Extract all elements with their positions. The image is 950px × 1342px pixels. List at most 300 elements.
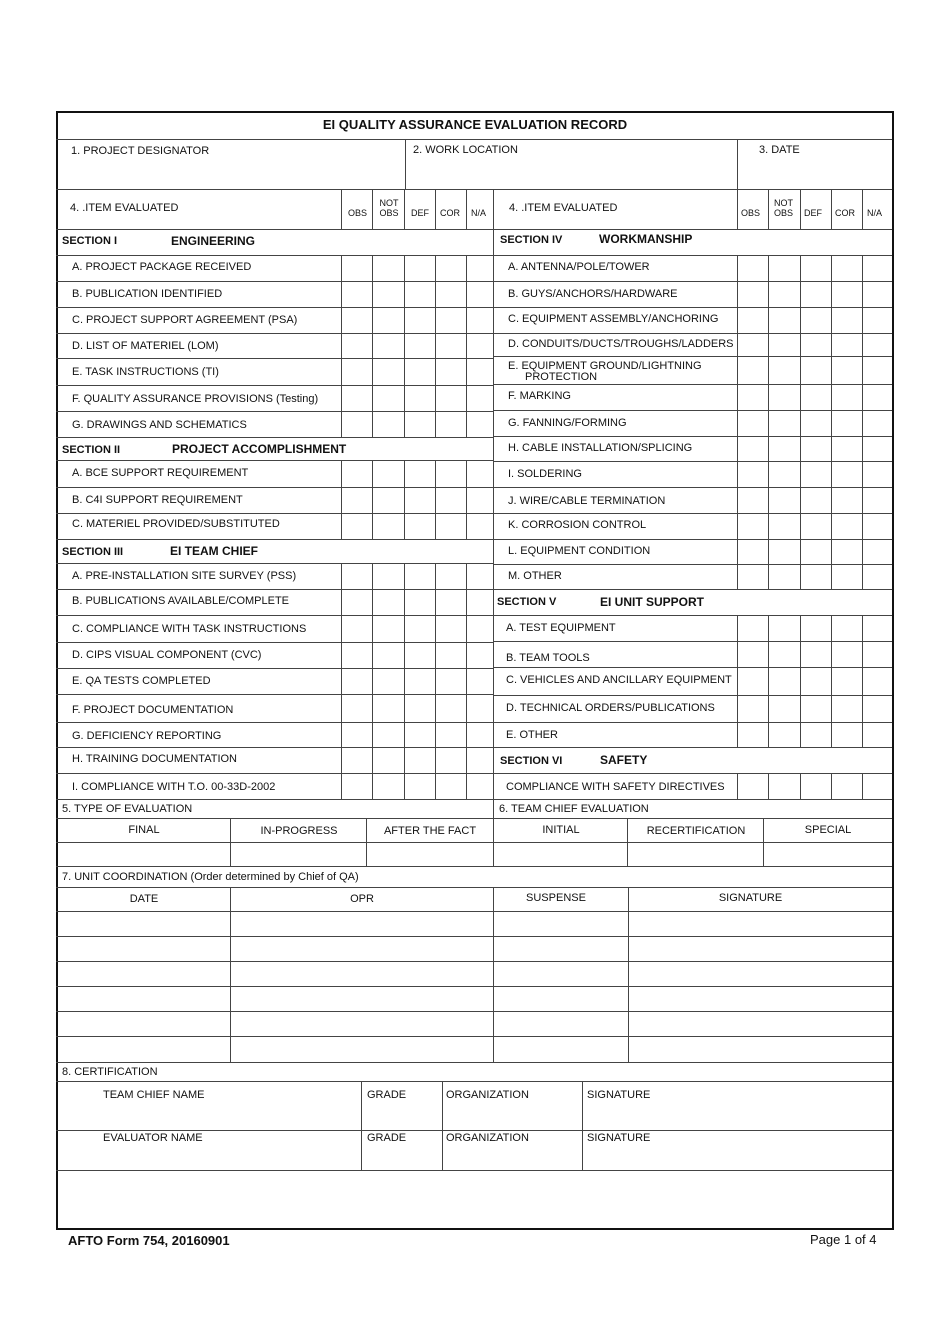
- left-na-checkbox[interactable]: [468, 360, 492, 384]
- divider: [404, 563, 405, 589]
- coord-signature-field[interactable]: [630, 1037, 890, 1061]
- left-cor-checkbox[interactable]: [437, 489, 465, 512]
- left-na-checkbox[interactable]: [468, 775, 492, 798]
- coord-signature-field[interactable]: [630, 1012, 890, 1035]
- right-def-checkbox[interactable]: [802, 335, 830, 355]
- left-obs-checkbox[interactable]: [343, 617, 371, 641]
- left-obs-checkbox[interactable]: [343, 515, 371, 538]
- right-cor-checkbox[interactable]: [833, 283, 861, 306]
- item-4i: I. SOLDERING: [508, 468, 582, 480]
- right-na-checkbox[interactable]: [864, 541, 891, 563]
- right-cor-checkbox[interactable]: [833, 335, 861, 355]
- special-field[interactable]: [764, 843, 890, 865]
- left-not-obs-checkbox[interactable]: [374, 749, 403, 772]
- right-na-checkbox[interactable]: [864, 489, 891, 512]
- divider: [466, 513, 467, 539]
- right-obs-checkbox[interactable]: [739, 283, 767, 306]
- right-not-obs-checkbox[interactable]: [770, 643, 799, 666]
- right-def-checkbox[interactable]: [802, 617, 830, 640]
- divider: [404, 694, 405, 722]
- divider: [862, 461, 863, 487]
- right-def-checkbox[interactable]: [802, 643, 830, 666]
- right-not-obs-checkbox[interactable]: [770, 358, 799, 383]
- coord-suspense-field[interactable]: [495, 912, 626, 935]
- coord-suspense-field[interactable]: [495, 987, 626, 1010]
- coord-signature-field[interactable]: [630, 912, 890, 935]
- divider: [56, 189, 892, 190]
- recertification-field[interactable]: [629, 843, 763, 865]
- right-obs-checkbox[interactable]: [739, 438, 767, 460]
- left-obs-checkbox[interactable]: [343, 565, 371, 588]
- left-obs-checkbox[interactable]: [343, 335, 371, 357]
- coord-date-field[interactable]: [58, 962, 228, 985]
- right-na-checkbox[interactable]: [864, 724, 891, 746]
- divider: [372, 773, 373, 799]
- left-cor-checkbox[interactable]: [437, 515, 465, 538]
- left-def-checkbox[interactable]: [406, 360, 434, 384]
- left-not-obs-checkbox[interactable]: [374, 775, 403, 798]
- right-def-checkbox[interactable]: [802, 412, 830, 435]
- right-not-obs-checkbox[interactable]: [770, 335, 799, 355]
- right-cor-checkbox[interactable]: [833, 515, 861, 538]
- right-cor-checkbox[interactable]: [833, 438, 861, 460]
- right-obs-checkbox[interactable]: [739, 724, 767, 746]
- coord-opr-field[interactable]: [232, 1012, 491, 1035]
- right-obs-checkbox[interactable]: [739, 669, 767, 694]
- right-def-checkbox[interactable]: [802, 358, 830, 383]
- left-na-checkbox[interactable]: [468, 489, 492, 512]
- right-obs-checkbox[interactable]: [739, 489, 767, 512]
- left-cor-checkbox[interactable]: [437, 283, 465, 306]
- coord-opr-field[interactable]: [232, 912, 491, 935]
- right-cor-checkbox[interactable]: [833, 643, 861, 666]
- divider: [372, 255, 373, 281]
- divider: [56, 411, 493, 412]
- divider: [800, 487, 801, 513]
- coord-signature-field[interactable]: [630, 937, 890, 960]
- divider: [372, 487, 373, 513]
- right-na-checkbox[interactable]: [864, 617, 891, 640]
- left-cor-checkbox[interactable]: [437, 360, 465, 384]
- right-obs-checkbox[interactable]: [739, 643, 767, 666]
- left-cor-checkbox[interactable]: [437, 462, 465, 486]
- coord-opr-field[interactable]: [232, 1037, 491, 1061]
- evaluator-signature-field[interactable]: [585, 1147, 888, 1169]
- left-cor-checkbox[interactable]: [437, 309, 465, 332]
- left-not-obs-checkbox[interactable]: [374, 462, 403, 486]
- left-def-checkbox[interactable]: [406, 413, 434, 436]
- divider: [831, 722, 832, 747]
- left-na-checkbox[interactable]: [468, 335, 492, 357]
- coord-date-field[interactable]: [58, 937, 228, 960]
- divider: [831, 384, 832, 410]
- left-obs-checkbox[interactable]: [343, 413, 371, 436]
- right-na-checkbox[interactable]: [864, 438, 891, 460]
- left-def-checkbox[interactable]: [406, 515, 434, 538]
- divider: [435, 642, 436, 668]
- right-obs-checkbox[interactable]: [739, 257, 767, 280]
- right-obs-checkbox[interactable]: [739, 335, 767, 355]
- right-cor-checkbox[interactable]: [833, 412, 861, 435]
- left-not-obs-checkbox[interactable]: [374, 283, 403, 306]
- divider: [435, 189, 436, 229]
- divider: [800, 281, 801, 307]
- right-obs-checkbox[interactable]: [739, 463, 767, 486]
- coord-opr-field[interactable]: [232, 937, 491, 960]
- divider: [800, 513, 801, 539]
- right-cor-checkbox[interactable]: [833, 617, 861, 640]
- divider: [56, 255, 493, 256]
- right-na-checkbox[interactable]: [864, 643, 891, 666]
- right-def-checkbox[interactable]: [802, 669, 830, 694]
- right-not-obs-checkbox[interactable]: [770, 257, 799, 280]
- right-cor-checkbox[interactable]: [833, 566, 861, 588]
- coord-suspense-field[interactable]: [495, 937, 626, 960]
- right-na-checkbox[interactable]: [864, 358, 891, 383]
- coord-date-field[interactable]: [58, 1012, 228, 1035]
- right-cor-checkbox[interactable]: [833, 309, 861, 332]
- left-obs-checkbox[interactable]: [343, 591, 371, 614]
- divider: [404, 747, 405, 773]
- divider: [800, 773, 801, 799]
- divider: [56, 333, 493, 334]
- not-header: NOT: [379, 198, 399, 208]
- right-not-obs-checkbox[interactable]: [770, 489, 799, 512]
- evaluator-organization-field[interactable]: [445, 1147, 579, 1169]
- divider: [404, 411, 405, 437]
- left-not-obs-checkbox[interactable]: [374, 335, 403, 357]
- left-not-obs-checkbox[interactable]: [374, 565, 403, 588]
- after-the-fact-field[interactable]: [367, 843, 493, 865]
- right-not-obs-checkbox[interactable]: [770, 463, 799, 486]
- coord-signature-field[interactable]: [630, 962, 890, 985]
- right-def-checkbox[interactable]: [802, 257, 830, 280]
- divider: [466, 642, 467, 668]
- coord-date-field[interactable]: [58, 987, 228, 1010]
- left-cor-checkbox[interactable]: [437, 670, 465, 693]
- divider: [56, 563, 493, 564]
- left-def-checkbox[interactable]: [406, 591, 434, 614]
- divider: [361, 1081, 362, 1170]
- right-cor-checkbox[interactable]: [833, 257, 861, 280]
- coord-date-field[interactable]: [58, 912, 228, 935]
- right-obs-checkbox[interactable]: [739, 412, 767, 435]
- right-not-obs-checkbox[interactable]: [770, 386, 799, 409]
- left-na-checkbox[interactable]: [468, 515, 492, 538]
- right-not-obs-checkbox[interactable]: [770, 617, 799, 640]
- divider: [862, 281, 863, 307]
- team-chief-organization-field[interactable]: [445, 1104, 579, 1128]
- in-progress-field[interactable]: [232, 843, 366, 865]
- left-na-checkbox[interactable]: [468, 462, 492, 486]
- project-designator-field[interactable]: [60, 160, 402, 186]
- initial-field[interactable]: [495, 843, 627, 865]
- final-field[interactable]: [58, 843, 230, 865]
- left-obs-checkbox[interactable]: [343, 489, 371, 512]
- right-def-checkbox[interactable]: [802, 463, 830, 486]
- left-na-checkbox[interactable]: [468, 749, 492, 772]
- item-2b: B. C4I SUPPORT REQUIREMENT: [72, 494, 243, 506]
- left-not-obs-checkbox[interactable]: [374, 617, 403, 641]
- coord-suspense-field[interactable]: [495, 1012, 626, 1035]
- divider: [404, 333, 405, 358]
- right-na-checkbox[interactable]: [864, 463, 891, 486]
- divider: [435, 411, 436, 437]
- right-cor-checkbox[interactable]: [833, 386, 861, 409]
- divider: [404, 189, 405, 229]
- right-obs-checkbox[interactable]: [739, 358, 767, 383]
- evaluator-grade-field[interactable]: [364, 1147, 440, 1169]
- right-obs-checkbox[interactable]: [739, 309, 767, 332]
- right-obs-checkbox[interactable]: [739, 386, 767, 409]
- remarks-area[interactable]: [60, 1173, 888, 1223]
- right-obs-checkbox[interactable]: [739, 775, 767, 798]
- right-def-checkbox[interactable]: [802, 697, 830, 721]
- right-def-checkbox[interactable]: [802, 489, 830, 512]
- divider: [493, 461, 892, 462]
- item-1g: G. DRAWINGS AND SCHEMATICS: [72, 419, 247, 431]
- divider: [230, 818, 231, 866]
- right-def-checkbox[interactable]: [802, 541, 830, 563]
- left-def-checkbox[interactable]: [406, 565, 434, 588]
- right-def-checkbox[interactable]: [802, 566, 830, 588]
- left-def-checkbox[interactable]: [406, 489, 434, 512]
- divider: [466, 694, 467, 722]
- item-4h: H. CABLE INSTALLATION/SPLICING: [508, 442, 693, 454]
- left-not-obs-checkbox[interactable]: [374, 387, 403, 410]
- left-def-checkbox[interactable]: [406, 670, 434, 693]
- left-cor-checkbox[interactable]: [437, 775, 465, 798]
- divider: [56, 1170, 892, 1171]
- right-cor-checkbox[interactable]: [833, 463, 861, 486]
- left-na-checkbox[interactable]: [468, 644, 492, 667]
- divider: [435, 281, 436, 307]
- left-obs-checkbox[interactable]: [343, 670, 371, 693]
- divider: [56, 589, 493, 590]
- left-na-checkbox[interactable]: [468, 309, 492, 332]
- divider: [404, 668, 405, 694]
- team-chief-signature-label: SIGNATURE: [587, 1089, 651, 1101]
- left-not-obs-checkbox[interactable]: [374, 360, 403, 384]
- right-not-obs-checkbox[interactable]: [770, 566, 799, 588]
- right-cor-checkbox[interactable]: [833, 697, 861, 721]
- left-na-checkbox[interactable]: [468, 565, 492, 588]
- divider: [862, 695, 863, 722]
- left-not-obs-checkbox[interactable]: [374, 591, 403, 614]
- left-cor-checkbox[interactable]: [437, 749, 465, 772]
- left-def-checkbox[interactable]: [406, 335, 434, 357]
- right-obs-checkbox[interactable]: [739, 541, 767, 563]
- left-cor-checkbox[interactable]: [437, 644, 465, 667]
- left-not-obs-checkbox[interactable]: [374, 670, 403, 693]
- left-obs-checkbox[interactable]: [343, 387, 371, 410]
- evaluator-name-field[interactable]: [60, 1147, 358, 1169]
- divider: [862, 307, 863, 333]
- left-obs-checkbox[interactable]: [343, 283, 371, 306]
- right-not-obs-checkbox[interactable]: [770, 283, 799, 306]
- left-def-checkbox[interactable]: [406, 309, 434, 332]
- divider: [737, 356, 738, 384]
- right-obs-checkbox[interactable]: [739, 566, 767, 588]
- coord-opr-field[interactable]: [232, 962, 491, 985]
- right-cor-checkbox[interactable]: [833, 358, 861, 383]
- left-def-checkbox[interactable]: [406, 724, 434, 746]
- left-not-obs-checkbox[interactable]: [374, 309, 403, 332]
- right-not-obs-checkbox[interactable]: [770, 775, 799, 798]
- right-cor-checkbox[interactable]: [833, 724, 861, 746]
- item-4e-line2: PROTECTION: [525, 371, 598, 383]
- team-chief-grade-field[interactable]: [364, 1104, 440, 1128]
- left-obs-checkbox[interactable]: [343, 696, 371, 721]
- right-na-checkbox[interactable]: [864, 386, 891, 409]
- left-obs-checkbox[interactable]: [343, 360, 371, 384]
- left-cor-checkbox[interactable]: [437, 591, 465, 614]
- left-not-obs-checkbox[interactable]: [374, 413, 403, 436]
- right-na-checkbox[interactable]: [864, 257, 891, 280]
- left-def-checkbox[interactable]: [406, 257, 434, 280]
- left-obs-checkbox[interactable]: [343, 257, 371, 280]
- left-cor-checkbox[interactable]: [437, 335, 465, 357]
- left-na-checkbox[interactable]: [468, 413, 492, 436]
- form-title: EI QUALITY ASSURANCE EVALUATION RECORD: [322, 117, 628, 132]
- left-def-checkbox[interactable]: [406, 775, 434, 798]
- date-field[interactable]: [740, 160, 888, 186]
- left-def-checkbox[interactable]: [406, 644, 434, 667]
- left-not-obs-checkbox[interactable]: [374, 696, 403, 721]
- divider: [862, 564, 863, 589]
- right-def-checkbox[interactable]: [802, 386, 830, 409]
- divider: [737, 773, 738, 799]
- left-not-obs-checkbox[interactable]: [374, 515, 403, 538]
- right-na-checkbox[interactable]: [864, 697, 891, 721]
- right-not-obs-checkbox[interactable]: [770, 515, 799, 538]
- right-obs-checkbox[interactable]: [739, 697, 767, 721]
- left-cor-checkbox[interactable]: [437, 565, 465, 588]
- right-cor-checkbox[interactable]: [833, 489, 861, 512]
- divider: [737, 436, 738, 461]
- right-na-checkbox[interactable]: [864, 283, 891, 306]
- right-not-obs-checkbox[interactable]: [770, 438, 799, 460]
- right-na-checkbox[interactable]: [864, 775, 891, 798]
- right-na-checkbox[interactable]: [864, 515, 891, 538]
- right-cor-checkbox[interactable]: [833, 669, 861, 694]
- right-obs-checkbox[interactable]: [739, 617, 767, 640]
- right-na-checkbox[interactable]: [864, 566, 891, 588]
- coord-signature-field[interactable]: [630, 987, 890, 1010]
- right-na-checkbox[interactable]: [864, 412, 891, 435]
- left-def-checkbox[interactable]: [406, 387, 434, 410]
- divider: [831, 641, 832, 667]
- left-obs-checkbox[interactable]: [343, 775, 371, 798]
- right-not-obs-checkbox[interactable]: [770, 669, 799, 694]
- divider: [737, 333, 738, 356]
- left-not-obs-checkbox[interactable]: [374, 724, 403, 746]
- right-not-obs-checkbox[interactable]: [770, 697, 799, 721]
- left-cor-checkbox[interactable]: [437, 696, 465, 721]
- left-obs-checkbox[interactable]: [343, 724, 371, 746]
- divider: [737, 139, 738, 189]
- divider: [493, 356, 892, 357]
- left-cor-checkbox[interactable]: [437, 387, 465, 410]
- chief-type-recertification: RECERTIFICATION: [646, 825, 746, 837]
- coord-suspense-field[interactable]: [495, 1037, 626, 1061]
- divider: [466, 722, 467, 747]
- divider: [831, 436, 832, 461]
- right-not-obs-checkbox[interactable]: [770, 541, 799, 563]
- right-na-checkbox[interactable]: [864, 335, 891, 355]
- left-cor-checkbox[interactable]: [437, 413, 465, 436]
- team-chief-name-field[interactable]: [60, 1104, 358, 1128]
- divider: [404, 513, 405, 539]
- divider: [800, 410, 801, 436]
- right-na-checkbox[interactable]: [864, 669, 891, 694]
- right-na-checkbox[interactable]: [864, 309, 891, 332]
- left-na-checkbox[interactable]: [468, 257, 492, 280]
- left-obs-checkbox[interactable]: [343, 462, 371, 486]
- right-def-checkbox[interactable]: [802, 515, 830, 538]
- right-def-checkbox[interactable]: [802, 283, 830, 306]
- left-na-checkbox[interactable]: [468, 387, 492, 410]
- left-def-checkbox[interactable]: [406, 462, 434, 486]
- left-obs-checkbox[interactable]: [343, 644, 371, 667]
- item-5a: A. TEST EQUIPMENT: [506, 622, 616, 634]
- right-cor-checkbox[interactable]: [833, 541, 861, 563]
- right-cor-checkbox[interactable]: [833, 775, 861, 798]
- left-obs-checkbox[interactable]: [343, 309, 371, 332]
- left-def-checkbox[interactable]: [406, 696, 434, 721]
- divider: [341, 385, 342, 411]
- team-chief-signature-field[interactable]: [585, 1104, 888, 1128]
- left-cor-checkbox[interactable]: [437, 617, 465, 641]
- left-na-checkbox[interactable]: [468, 283, 492, 306]
- left-def-checkbox[interactable]: [406, 749, 434, 772]
- coord-date-field[interactable]: [58, 1037, 228, 1061]
- right-def-checkbox[interactable]: [802, 775, 830, 798]
- left-not-obs-checkbox[interactable]: [374, 489, 403, 512]
- divider: [56, 668, 493, 669]
- divider: [56, 358, 493, 359]
- item-1f: F. QUALITY ASSURANCE PROVISIONS (Testing): [72, 393, 319, 405]
- left-obs-checkbox[interactable]: [343, 749, 371, 772]
- left-def-checkbox[interactable]: [406, 283, 434, 306]
- cor-header: COR: [440, 208, 460, 218]
- left-not-obs-checkbox[interactable]: [374, 644, 403, 667]
- left-cor-checkbox[interactable]: [437, 724, 465, 746]
- left-na-checkbox[interactable]: [468, 696, 492, 721]
- left-na-checkbox[interactable]: [468, 617, 492, 641]
- right-obs-checkbox[interactable]: [739, 515, 767, 538]
- left-na-checkbox[interactable]: [468, 670, 492, 693]
- left-na-checkbox[interactable]: [468, 724, 492, 746]
- right-not-obs-checkbox[interactable]: [770, 309, 799, 332]
- left-na-checkbox[interactable]: [468, 591, 492, 614]
- left-cor-checkbox[interactable]: [437, 257, 465, 280]
- right-def-checkbox[interactable]: [802, 309, 830, 332]
- left-not-obs-checkbox[interactable]: [374, 257, 403, 280]
- left-def-checkbox[interactable]: [406, 617, 434, 641]
- right-def-checkbox[interactable]: [802, 724, 830, 746]
- right-def-checkbox[interactable]: [802, 438, 830, 460]
- chief-type-initial: INITIAL: [542, 824, 580, 836]
- coord-suspense-field[interactable]: [495, 962, 626, 985]
- eval-type-in-progress: IN-PROGRESS: [260, 825, 338, 837]
- divider: [862, 722, 863, 747]
- right-not-obs-checkbox[interactable]: [770, 724, 799, 746]
- divider: [404, 385, 405, 411]
- right-not-obs-checkbox[interactable]: [770, 412, 799, 435]
- coord-opr-field[interactable]: [232, 987, 491, 1010]
- work-location-field[interactable]: [408, 160, 734, 186]
